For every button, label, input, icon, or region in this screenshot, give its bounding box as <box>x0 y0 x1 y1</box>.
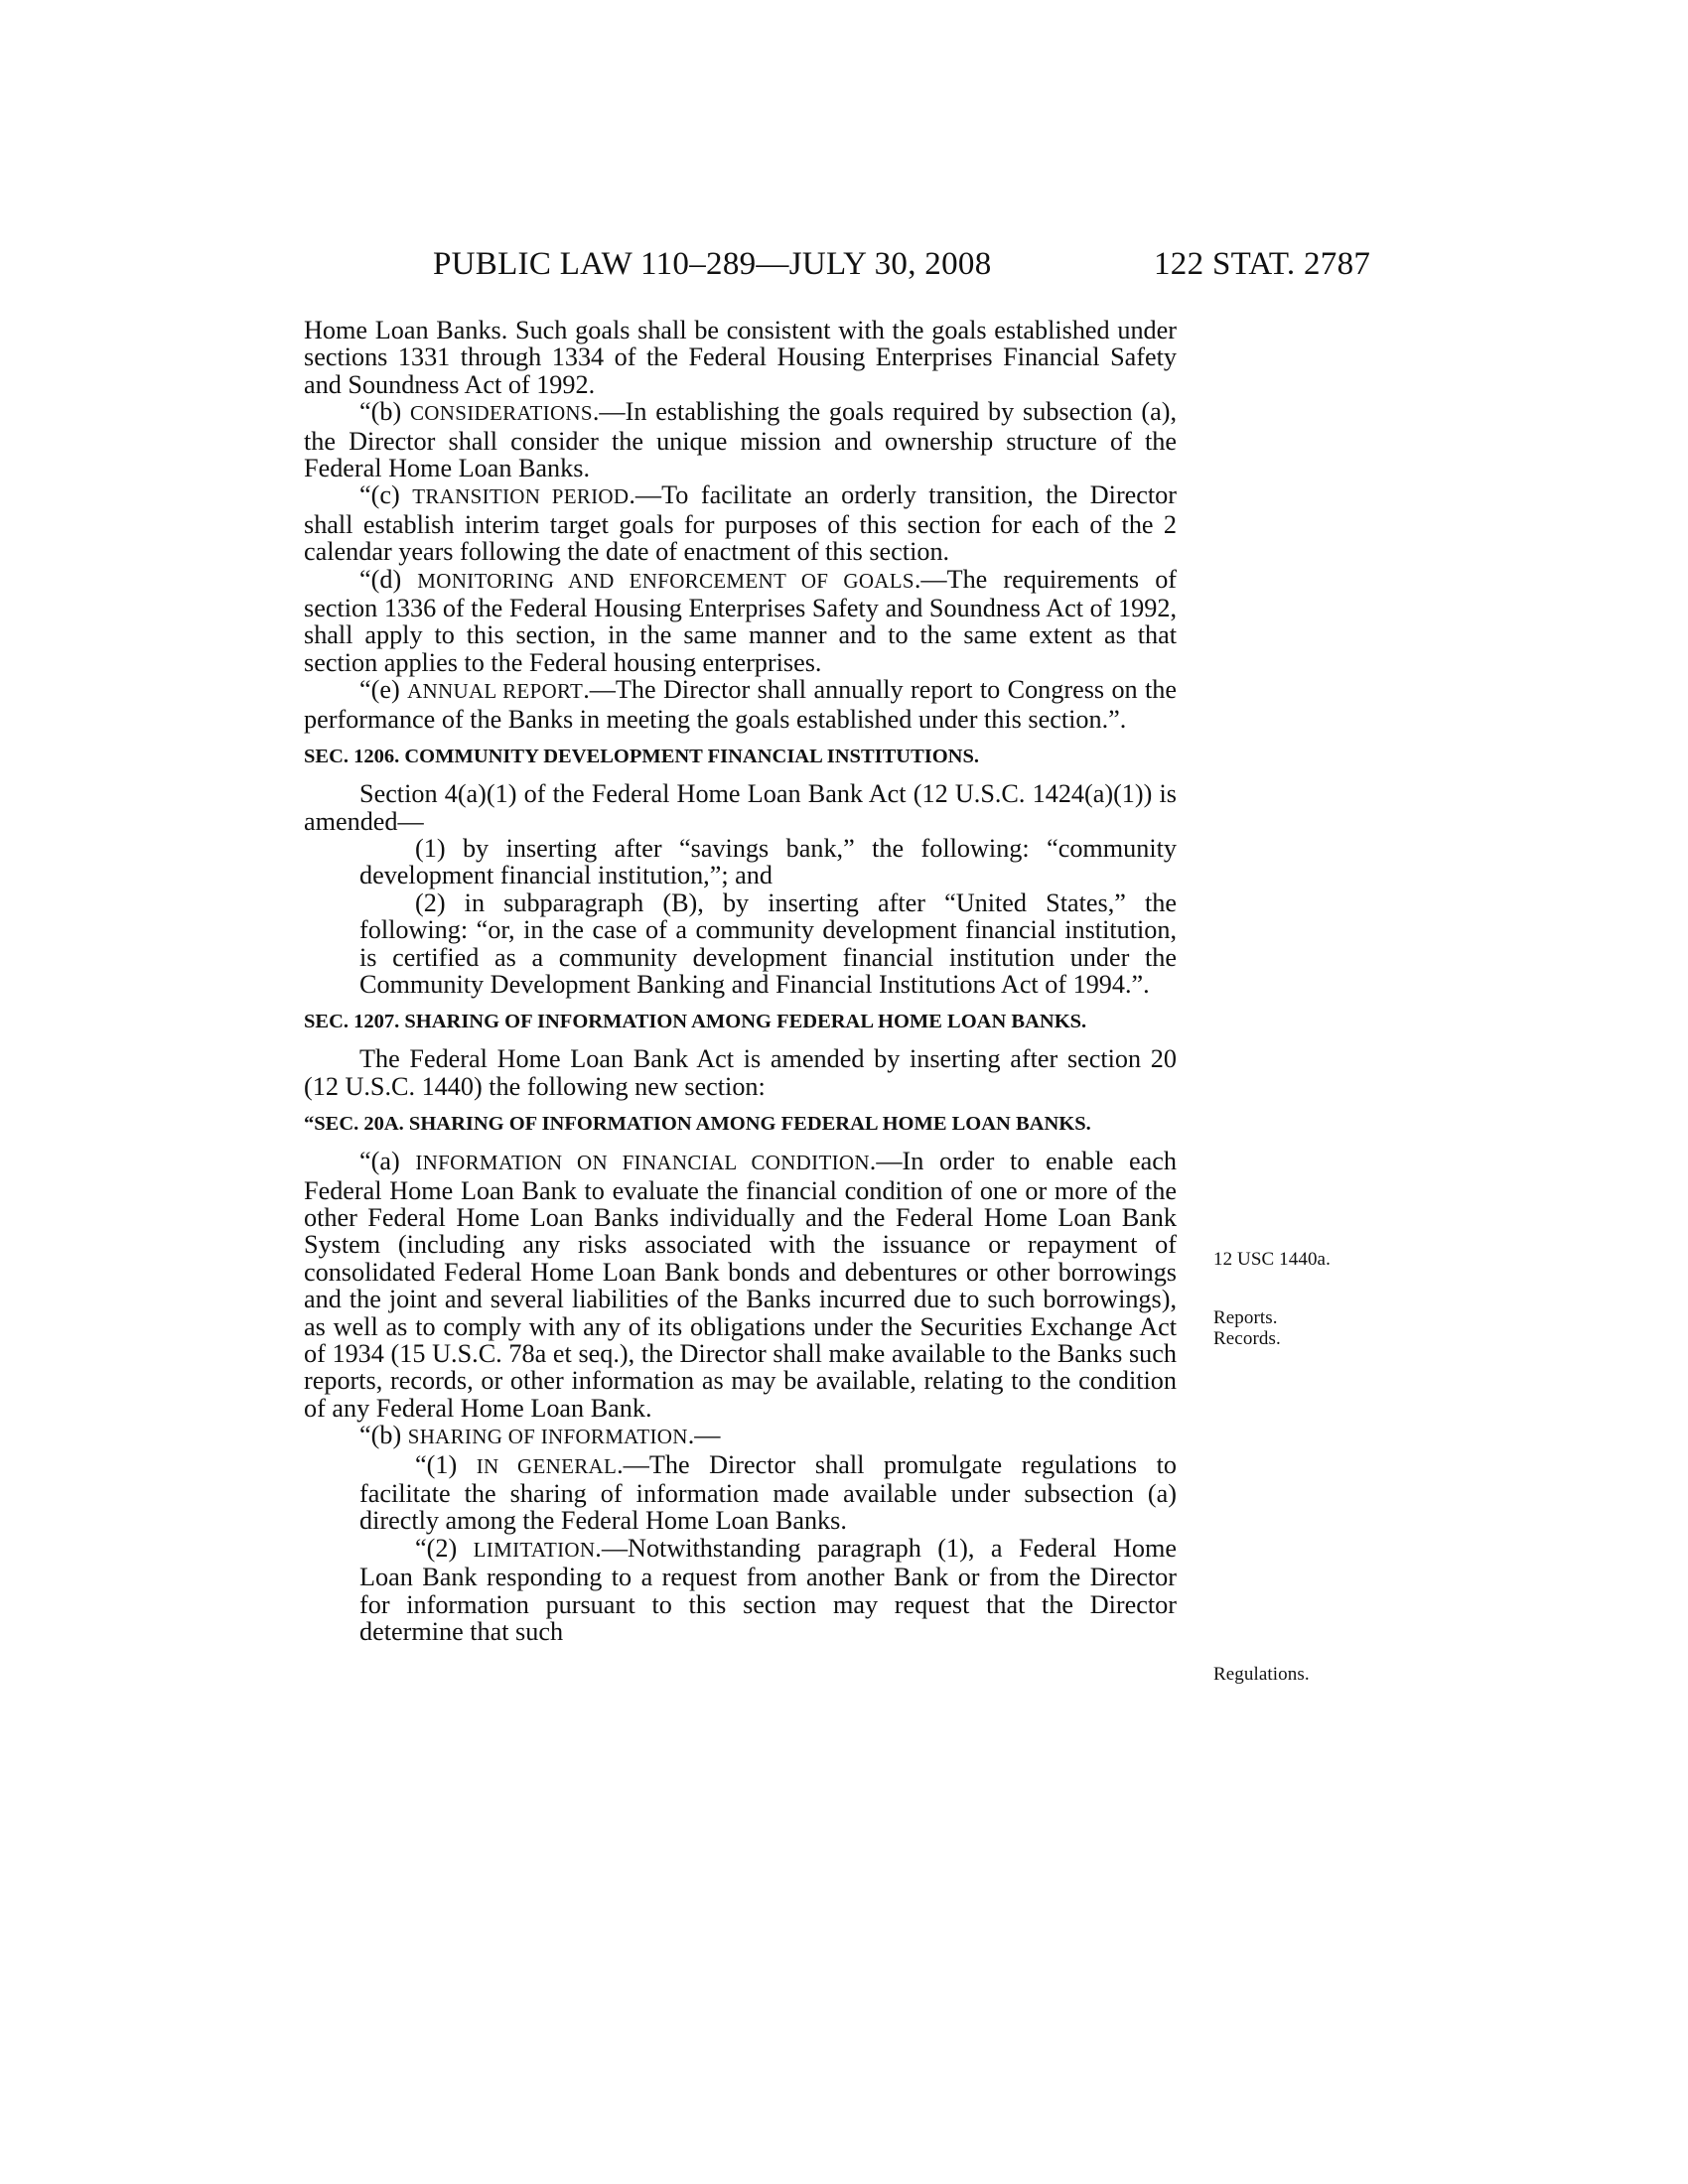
subsection-marker: “(c) <box>359 480 400 510</box>
subsection-marker: “(b) <box>359 397 402 427</box>
section-1206-intro: Section 4(a)(1) of the Federal Home Loan Bank Act (12 U.S.C. 1424(a)(1)) is amended— <box>304 779 1177 836</box>
paragraph-text: .—Notwithstanding paragraph (1), a Federal Home Loan Bank responding to a request from another Bank or from the Director for information pursuant to this section may request that the Director determine that such <box>359 1533 1177 1647</box>
margin-note-records: Records. <box>1213 1328 1281 1349</box>
subsection-text: .—The Director shall annually report to Congress on the performance of the Banks in meeting the goals established under this section.”. <box>304 675 1178 734</box>
subsection-heading: MONITORING AND ENFORCEMENT OF GOALS <box>417 568 914 593</box>
paragraph-text: .—The Director shall promulgate regulations to facilitate the sharing of information made available under subsection (a) directly among the Federal Home Loan Banks. <box>359 1449 1177 1536</box>
subsection-text: .—To facilitate an orderly transition, the Director shall establish interim target goals for purposes of this section for each of the 2 calendar years following the date of enactment of this section. <box>304 480 1178 567</box>
paragraph-heading: IN GENERAL <box>476 1453 618 1478</box>
subsection-heading: CONSIDERATIONS <box>409 401 593 426</box>
subsection-text: .—In establishing the goals required by subsection (a), the Director shall consider the unique mission and ownership structure of the Federal Home Loan Banks. <box>304 397 1178 483</box>
paragraph-marker: “(1) <box>415 1449 458 1479</box>
paragraph-goals-continued: Home Loan Banks. Such goals shall be consistent with the goals established under sections 1331 through 1334 of the Federal Housing Enterprises Financial Safety and Soundness Act of 1992. <box>304 316 1177 399</box>
subsection-text: .—The requirements of section 1336 of the Federal Housing Enterprises Safety and Soundness Act of 1992, shall apply to this section, in the same manner and to the same extent as that section applies to the Federal housing enterprises. <box>304 564 1178 677</box>
paragraph-monitoring-enforcement <box>304 566 1177 677</box>
paragraph-considerations <box>304 398 1177 481</box>
margin-note-regulations: Regulations. <box>1213 1664 1310 1685</box>
statute-citation: 122 STAT. 2787 <box>1154 246 1371 282</box>
paragraph-transition-period <box>304 481 1177 565</box>
page-header <box>0 246 1688 286</box>
subsection-heading: ANNUAL REPORT <box>407 679 584 704</box>
paragraph-b2-limitation <box>304 1535 1177 1646</box>
subsection-text: .— <box>687 1421 721 1450</box>
margin-note-reports: Reports. <box>1213 1307 1278 1328</box>
subsection-b-sharing <box>304 1422 1177 1450</box>
margin-note-usc: 12 USC 1440a. <box>1213 1249 1331 1270</box>
subsection-marker: “(a) <box>359 1147 400 1176</box>
section-1206-item-2: (2) in subparagraph (B), by inserting after “United States,” the following: “or, in the case of a community development financial institution, is certified as a community development financial institution under the Community Development Banking and Financial Institutions Act of 1994.”. <box>359 887 1177 999</box>
subsection-marker: “(b) <box>359 1421 402 1450</box>
body-text <box>304 317 1177 1645</box>
paragraph-marker: “(2) <box>415 1533 458 1563</box>
subsection-heading: INFORMATION ON FINANCIAL CONDITION <box>415 1151 870 1175</box>
running-title: PUBLIC LAW 110–289—JULY 30, 2008 <box>433 246 992 282</box>
section-20a-heading: “SEC. 20A. SHARING OF INFORMATION AMONG FEDERAL HOME LOAN BANKS. <box>304 1113 1091 1136</box>
subsection-text: .—In order to enable each Federal Home Loan Bank to evaluate the financial condition of one or more of the other Federal Home Loan Banks individually and the Federal Home Loan Bank System (including any risks associated with the issuance or repayment of consolidated Federal Home Loan Bank bonds and debentures or other borrowings and the joint and several liabilities of the Banks incurred due to such borrowings), as well as to comply with any of its obligations under the Securities Exchange Act of 1934 (15 U.S.C. 78a et seq.), the Director shall make available to the Banks such reports, records, or other information as may be available, relating to the condition of any Federal Home Loan Bank. <box>304 1147 1178 1423</box>
section-1207-intro: The Federal Home Loan Bank Act is amended by inserting after section 20 (12 U.S.C. 1440) the following new section: <box>304 1044 1177 1101</box>
paragraph-heading: LIMITATION <box>473 1537 596 1562</box>
subsection-heading: SHARING OF INFORMATION <box>407 1425 688 1449</box>
subsection-a-information <box>304 1148 1177 1422</box>
subsection-heading: TRANSITION PERIOD <box>412 484 630 509</box>
paragraph-annual-report <box>304 676 1177 733</box>
section-1206-heading: SEC. 1206. COMMUNITY DEVELOPMENT FINANCIAL INSTITUTIONS. <box>304 746 980 768</box>
subsection-marker: “(d) <box>359 564 402 594</box>
subsection-marker: “(e) <box>359 675 400 705</box>
paragraph-b1-in-general <box>304 1451 1177 1535</box>
section-1206-item-1: (1) by inserting after “savings bank,” the following: “community development financial institution,”; and <box>359 833 1177 890</box>
section-1207-heading: SEC. 1207. SHARING OF INFORMATION AMONG FEDERAL HOME LOAN BANKS. <box>304 1011 1087 1033</box>
